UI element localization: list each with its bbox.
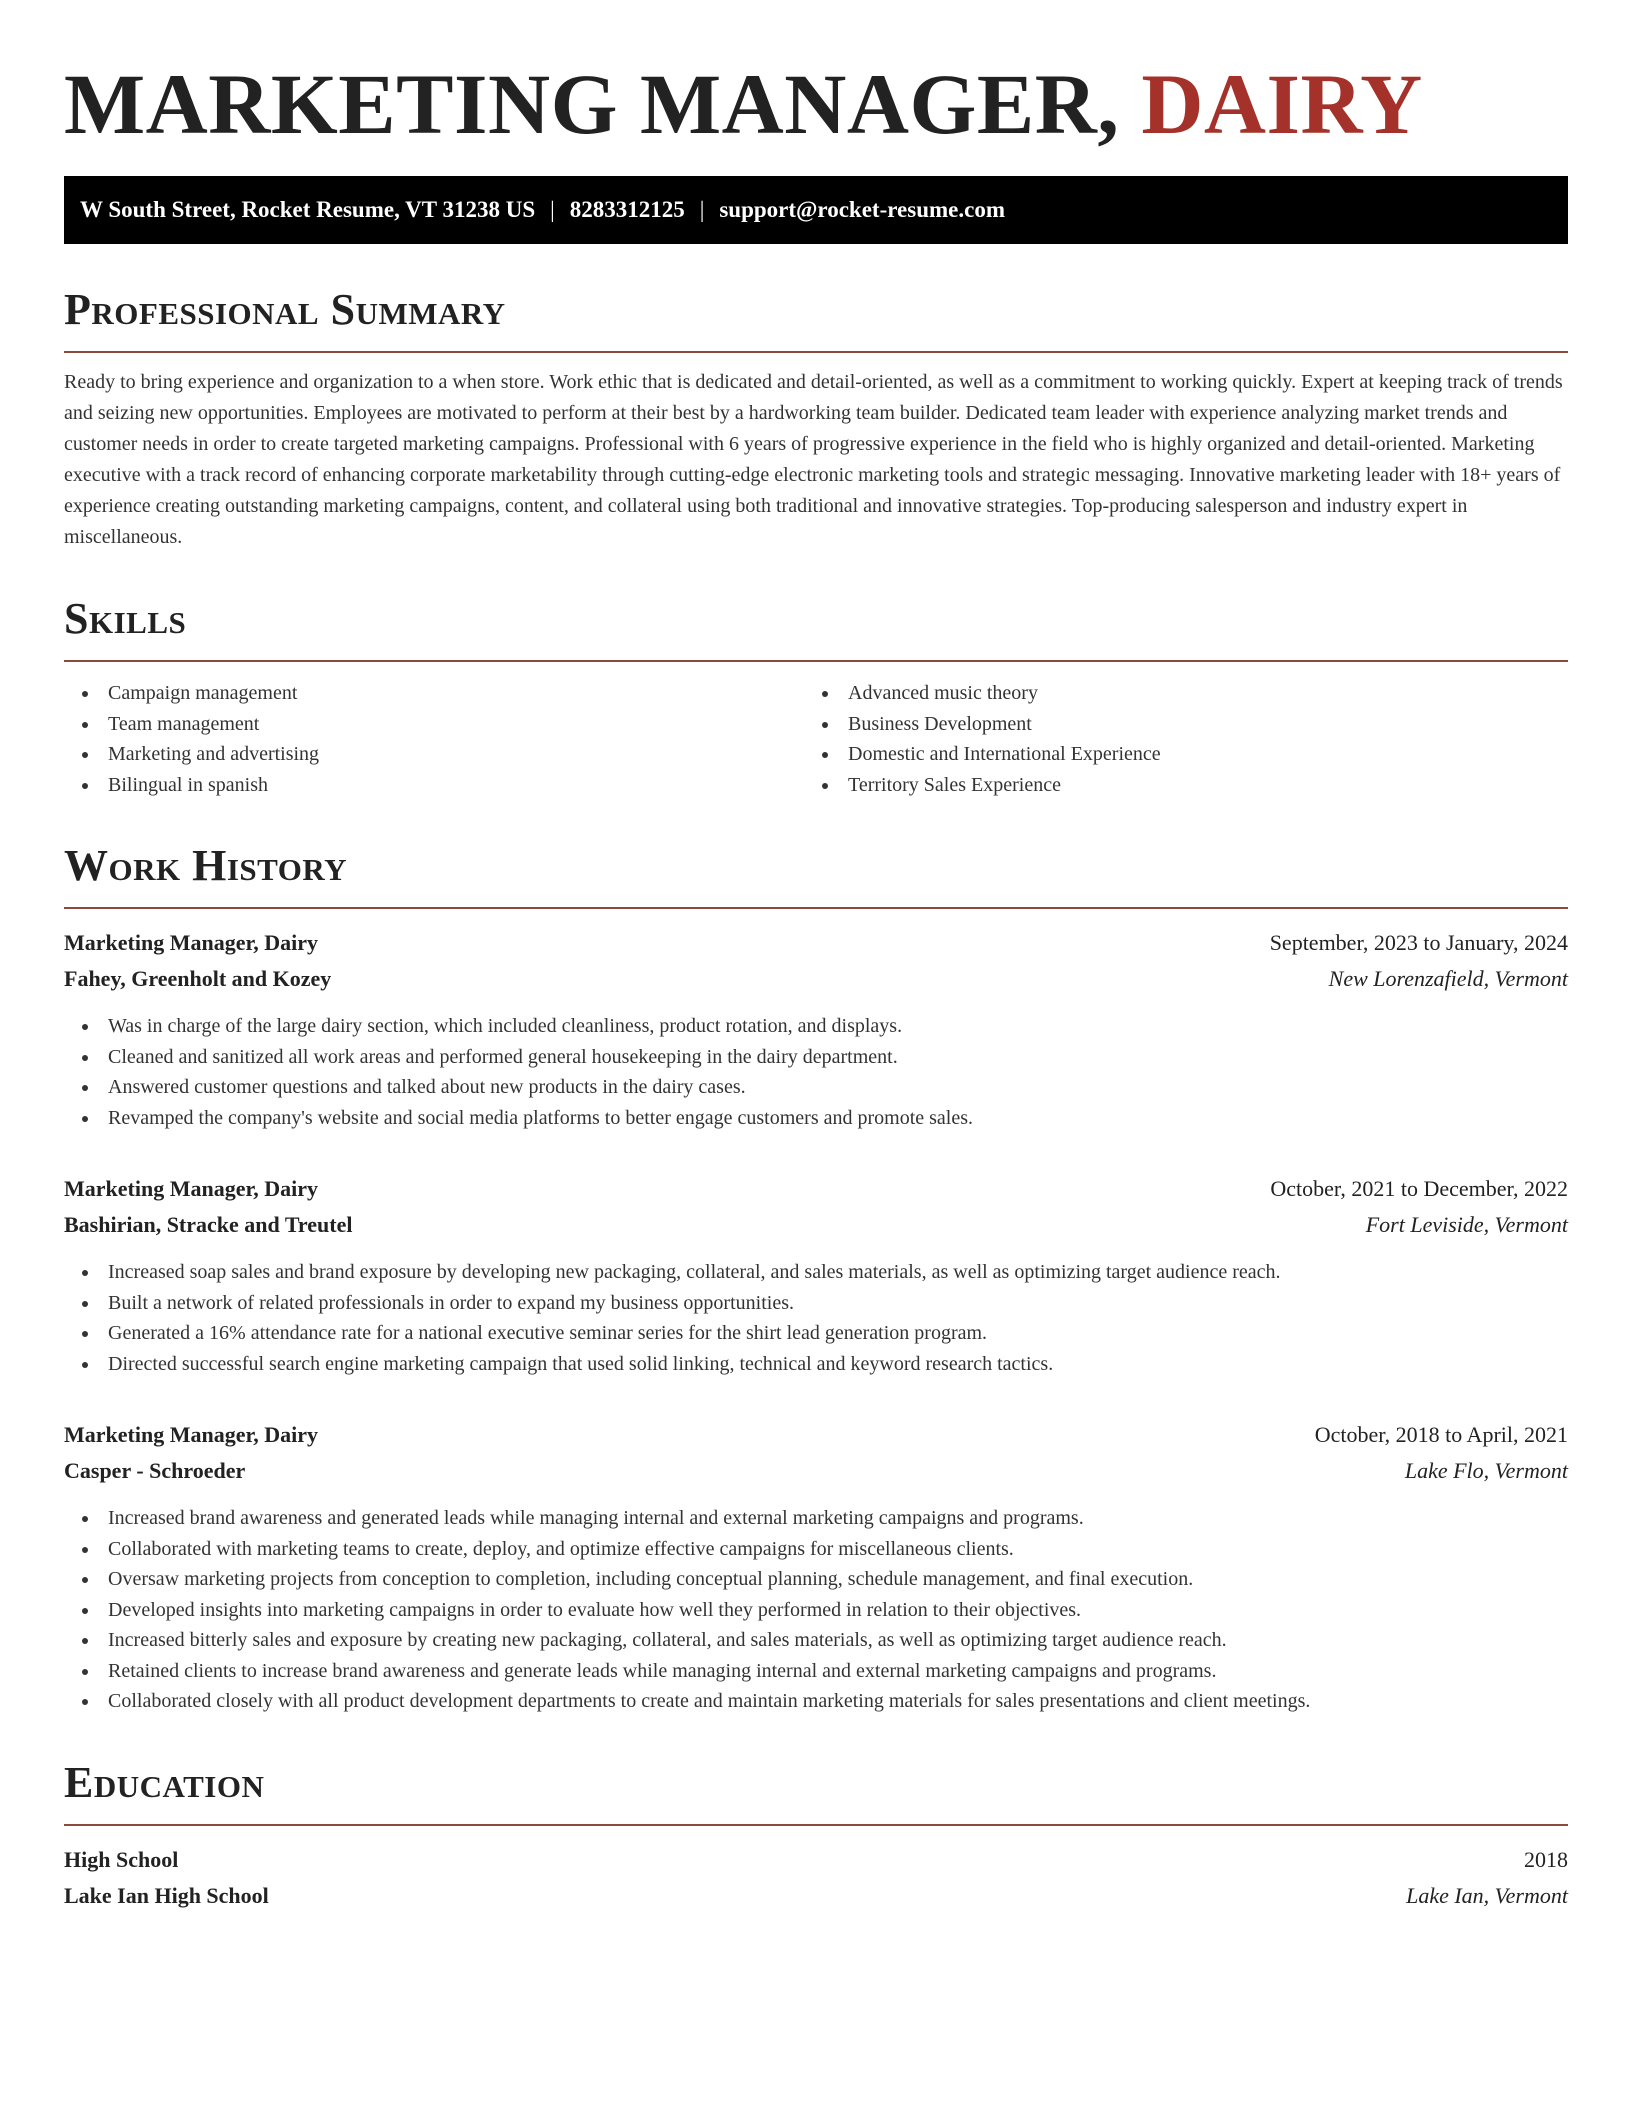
skill-item: Business Development: [848, 709, 1544, 740]
education-location: Lake Ian, Vermont: [1406, 1882, 1568, 1908]
job-bullet: Generated a 16% attendance rate for a national executive seminar series for the shirt lead generation program.: [108, 1318, 1568, 1349]
education-year: 2018: [1524, 1846, 1568, 1872]
job-location: Fort Leviside, Vermont: [1365, 1212, 1568, 1237]
job-bullet: Collaborated with marketing teams to create, deploy, and optimize effective campaigns for miscellaneous clients.: [108, 1534, 1568, 1565]
job-dates: October, 2018 to April, 2021: [1314, 1422, 1568, 1447]
contact-bar: [64, 176, 1568, 244]
skill-item: Bilingual in spanish: [108, 770, 804, 801]
skills-section: [64, 594, 1568, 800]
contact-address: W South Street, Rocket Resume, VT 31238 US: [80, 197, 536, 222]
title-accent: DAIRY: [1141, 56, 1423, 152]
contact-email: support@rocket-resume.com: [719, 197, 1005, 222]
skill-item: Domestic and International Experience: [848, 739, 1544, 770]
job-location: Lake Flo, Vermont: [1404, 1458, 1568, 1483]
job-bullet: Answered customer questions and talked about new products in the dairy cases.: [108, 1072, 1568, 1103]
education-school: Lake Ian High School: [64, 1882, 269, 1908]
job-entry: [64, 1417, 1568, 1717]
job-bullets: [64, 1257, 1568, 1379]
job-bullet: Built a network of related professionals in order to expand my business opportunities.: [108, 1288, 1568, 1319]
job-company: Bashirian, Stracke and Treutel: [64, 1212, 353, 1237]
summary-text: Ready to bring experience and organization to a when store. Work ethic that is dedicated and detail-oriented, as well as a commitment to working quickly. Expert at keeping track of trends and seizing new opportunities. Employees are motivated to perform at their best by a hardworking team builder. Dedicated team leader with experience analyzing market trends and customer needs in order to create targeted marketing campaigns. Professional with 6 years of progressive experience in the field who is highly organized and detail-oriented. Marketing executive with a track record of enhancing corporate marketability through cutting-edge electronic marketing tools and strategic messaging. Innovative marketing leader with 18+ years of experience creating outstanding marketing campaigns, content, and collateral using both traditional and innovative strategies. Top-producing salesperson and industry expert in miscellaneous.: [64, 371, 1563, 548]
job-bullets: [64, 1011, 1568, 1133]
job-bullet: Developed insights into marketing campaigns in order to evaluate how well they performed in relation to their objectives.: [108, 1595, 1568, 1626]
summary-section: [64, 285, 1568, 553]
work-heading: Work History: [64, 841, 348, 890]
work-section: [64, 841, 1568, 1717]
skills-list-right: [804, 678, 1544, 800]
job-bullet: Was in charge of the large dairy section, which included cleanliness, product rotation, and displays.: [108, 1011, 1568, 1042]
job-bullet: Increased brand awareness and generated leads while managing internal and external marketing campaigns and programs.: [108, 1503, 1568, 1534]
skill-item: Advanced music theory: [848, 678, 1544, 709]
job-bullet: Cleaned and sanitized all work areas and performed general housekeeping in the dairy department.: [108, 1042, 1568, 1073]
summary-heading: Professional Summary: [64, 285, 506, 334]
section-divider: [64, 660, 1568, 662]
skills-list-left: [64, 678, 804, 800]
skill-item: Campaign management: [108, 678, 804, 709]
section-divider: [64, 907, 1568, 909]
resume-title: [64, 54, 1568, 154]
job-dates: October, 2021 to December, 2022: [1270, 1176, 1568, 1201]
education-degree: High School: [64, 1846, 179, 1872]
skills-heading: Skills: [64, 594, 187, 643]
job-bullet: Collaborated closely with all product development departments to create and maintain marketing materials for sales presentations and client meetings.: [108, 1686, 1568, 1717]
education-section: [64, 1757, 1568, 1914]
job-entry: [64, 925, 1568, 1133]
section-divider: [64, 1824, 1568, 1826]
job-bullet: Revamped the company's website and social media platforms to better engage customers and promote sales.: [108, 1103, 1568, 1134]
skill-item: Territory Sales Experience: [848, 770, 1544, 801]
contact-separator: |: [550, 197, 555, 222]
resume-page: [64, 0, 1568, 1914]
contact-phone: 8283312125: [569, 197, 685, 222]
title-main: MARKETING MANAGER,: [64, 56, 1120, 152]
job-location: New Lorenzafield, Vermont: [1328, 966, 1568, 991]
education-entry: [64, 1842, 1568, 1914]
job-title: Marketing Manager, Dairy: [64, 1176, 318, 1201]
skill-item: Marketing and advertising: [108, 739, 804, 770]
job-bullet: Retained clients to increase brand awareness and generate leads while managing internal and external marketing campaigns and programs.: [108, 1656, 1568, 1687]
job-company: Fahey, Greenholt and Kozey: [64, 966, 332, 991]
job-bullet: Increased soap sales and brand exposure by developing new packaging, collateral, and sales materials, as well as optimizing target audience reach.: [108, 1257, 1568, 1288]
job-bullets: [64, 1503, 1568, 1717]
job-title: Marketing Manager, Dairy: [64, 930, 318, 955]
contact-separator: |: [699, 197, 705, 222]
education-heading: Education: [64, 1757, 265, 1807]
job-company: Casper - Schroeder: [64, 1458, 246, 1483]
job-bullet: Increased bitterly sales and exposure by creating new packaging, collateral, and sales materials, as well as optimizing target audience reach.: [108, 1625, 1568, 1656]
job-bullet: Directed successful search engine marketing campaign that used solid linking, technical and keyword research tactics.: [108, 1349, 1568, 1380]
job-entry: [64, 1171, 1568, 1379]
job-bullet: Oversaw marketing projects from conception to completion, including conceptual planning, schedule management, and final execution.: [108, 1564, 1568, 1595]
job-dates: September, 2023 to January, 2024: [1269, 930, 1568, 955]
skill-item: Team management: [108, 709, 804, 740]
job-title: Marketing Manager, Dairy: [64, 1422, 318, 1447]
section-divider: [64, 351, 1568, 353]
skills-columns: [64, 678, 1568, 800]
